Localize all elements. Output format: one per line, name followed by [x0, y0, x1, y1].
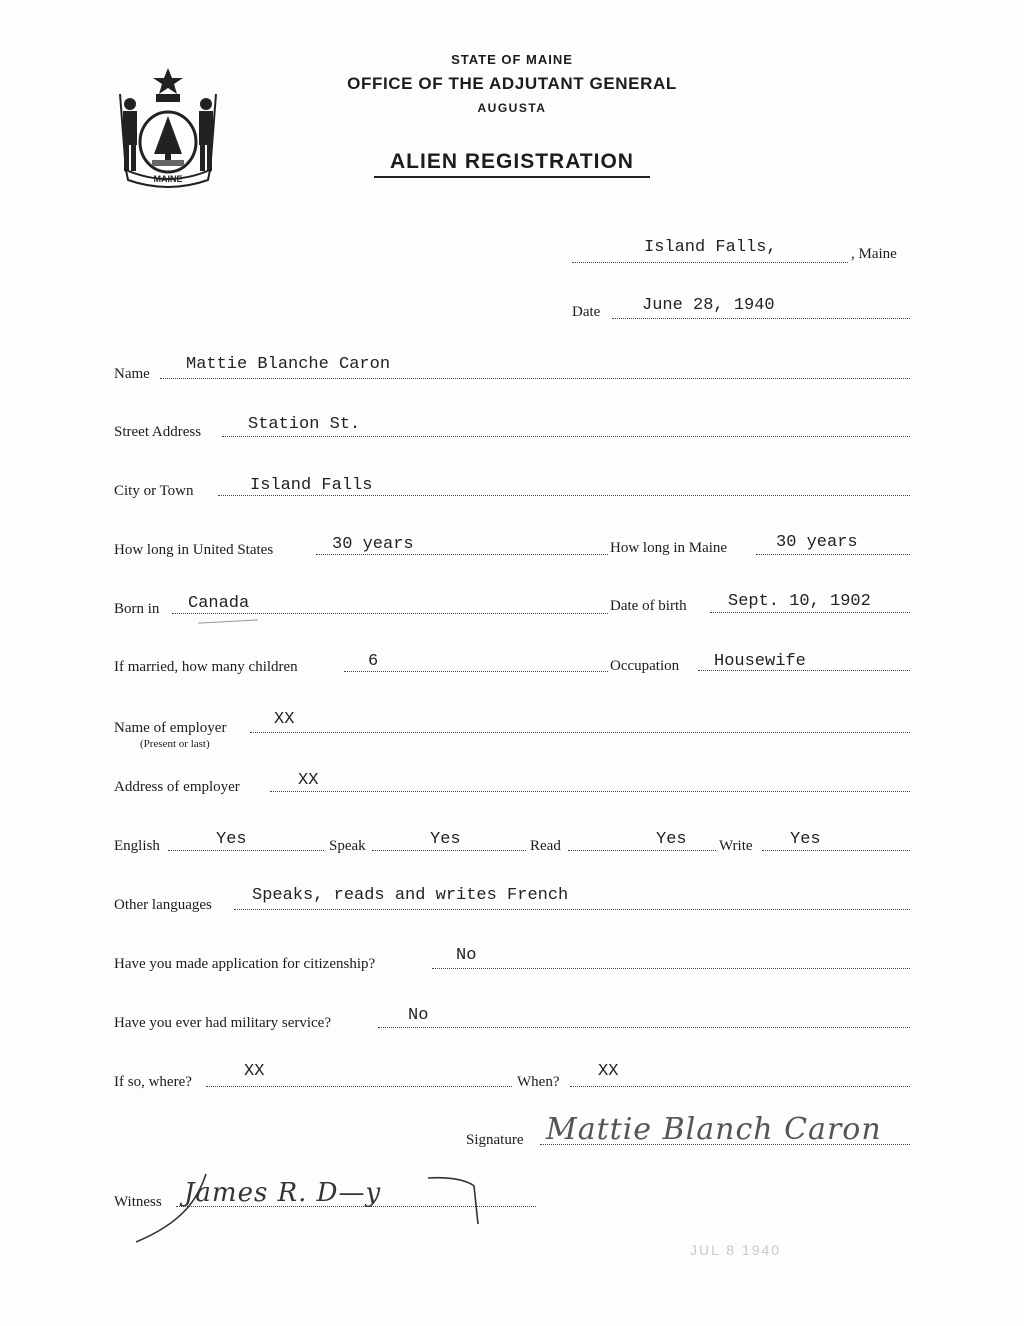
- city-value: Island Falls: [250, 476, 373, 495]
- when-value: XX: [598, 1062, 619, 1081]
- born-value: Canada: [188, 594, 250, 613]
- city-heading: AUGUSTA: [477, 101, 547, 115]
- street-line: [222, 436, 910, 437]
- occupation-label: Occupation: [610, 658, 680, 674]
- where-label: If so, where?: [114, 1074, 192, 1090]
- street-value: Station St.: [248, 415, 361, 434]
- employer-address-line: [270, 791, 910, 792]
- read-line: [568, 850, 716, 851]
- read-label: Read: [530, 838, 561, 854]
- name-label: Name: [114, 366, 150, 382]
- place-value: Island Falls,: [644, 238, 777, 257]
- dob-value: Sept. 10, 1902: [728, 592, 871, 611]
- read-value: Yes: [656, 830, 687, 849]
- military-line: [378, 1027, 910, 1028]
- when-line: [570, 1086, 910, 1087]
- city-label: City or Town: [114, 483, 194, 499]
- where-value: XX: [244, 1062, 265, 1081]
- us-years-line: [316, 554, 608, 555]
- dob-line: [710, 612, 910, 613]
- other-languages-value: Speaks, reads and writes French: [252, 886, 569, 905]
- citizenship-line: [432, 968, 910, 969]
- witness-label: Witness: [114, 1194, 162, 1210]
- speak-line: [372, 850, 526, 851]
- employer-sublabel: (Present or last): [140, 738, 210, 750]
- pencil-mark: [198, 619, 258, 623]
- name-value: Mattie Blanche Caron: [186, 355, 391, 374]
- where-line: [206, 1086, 512, 1087]
- seal-text: MAINE: [153, 174, 183, 184]
- born-line: [172, 613, 608, 614]
- name-line: [160, 378, 910, 379]
- write-label: Write: [719, 838, 753, 854]
- signature-label: Signature: [466, 1132, 524, 1148]
- write-line: [762, 850, 910, 851]
- maine-years-line: [756, 554, 910, 555]
- us-years-label: How long in United States: [114, 542, 274, 558]
- children-line: [344, 671, 608, 672]
- english-label: English: [114, 838, 160, 854]
- employer-address-label: Address of employer: [114, 779, 240, 795]
- citizenship-label: Have you made application for citizenship?: [114, 956, 376, 972]
- citizenship-value: No: [456, 946, 477, 965]
- military-label: Have you ever had military service?: [114, 1015, 331, 1031]
- date-line: [612, 318, 910, 319]
- write-value: Yes: [790, 830, 821, 849]
- dob-label: Date of birth: [610, 598, 687, 614]
- us-years-value: 30 years: [332, 535, 414, 554]
- occupation-value: Housewife: [714, 652, 806, 671]
- english-line: [168, 850, 324, 851]
- city-line: [218, 495, 910, 496]
- employer-label: Name of employer: [114, 720, 227, 736]
- english-value: Yes: [216, 830, 247, 849]
- employer-address-value: XX: [298, 771, 319, 790]
- place-suffix: , Maine: [851, 246, 897, 262]
- other-languages-line: [234, 909, 910, 910]
- children-value: 6: [368, 652, 379, 671]
- military-value: No: [408, 1006, 429, 1025]
- maine-years-value: 30 years: [776, 533, 858, 552]
- place-line: [572, 262, 848, 263]
- street-label: Street Address: [114, 424, 202, 440]
- state-heading: STATE OF MAINE: [451, 52, 573, 67]
- date-value: June 28, 1940: [642, 296, 775, 315]
- speak-value: Yes: [430, 830, 461, 849]
- witness-flourish: [128, 1168, 518, 1244]
- witness-handwriting: James R. D—y: [184, 1178, 382, 1208]
- maine-years-label: How long in Maine: [610, 540, 728, 556]
- when-label: When?: [517, 1074, 560, 1090]
- born-label: Born in: [114, 601, 160, 617]
- title-underline: [374, 176, 650, 178]
- office-heading: OFFICE OF THE ADJUTANT GENERAL: [347, 74, 677, 93]
- speak-label: Speak: [329, 838, 366, 854]
- form-title: ALIEN REGISTRATION: [390, 150, 634, 173]
- date-label: Date: [572, 304, 601, 320]
- employer-value: XX: [274, 710, 295, 729]
- signature-handwriting: Mattie Blanch Caron: [546, 1112, 882, 1147]
- children-label: If married, how many children: [114, 659, 298, 675]
- received-stamp: JUL 8 1940: [690, 1242, 782, 1258]
- employer-line: [250, 732, 910, 733]
- other-languages-label: Other languages: [114, 897, 212, 913]
